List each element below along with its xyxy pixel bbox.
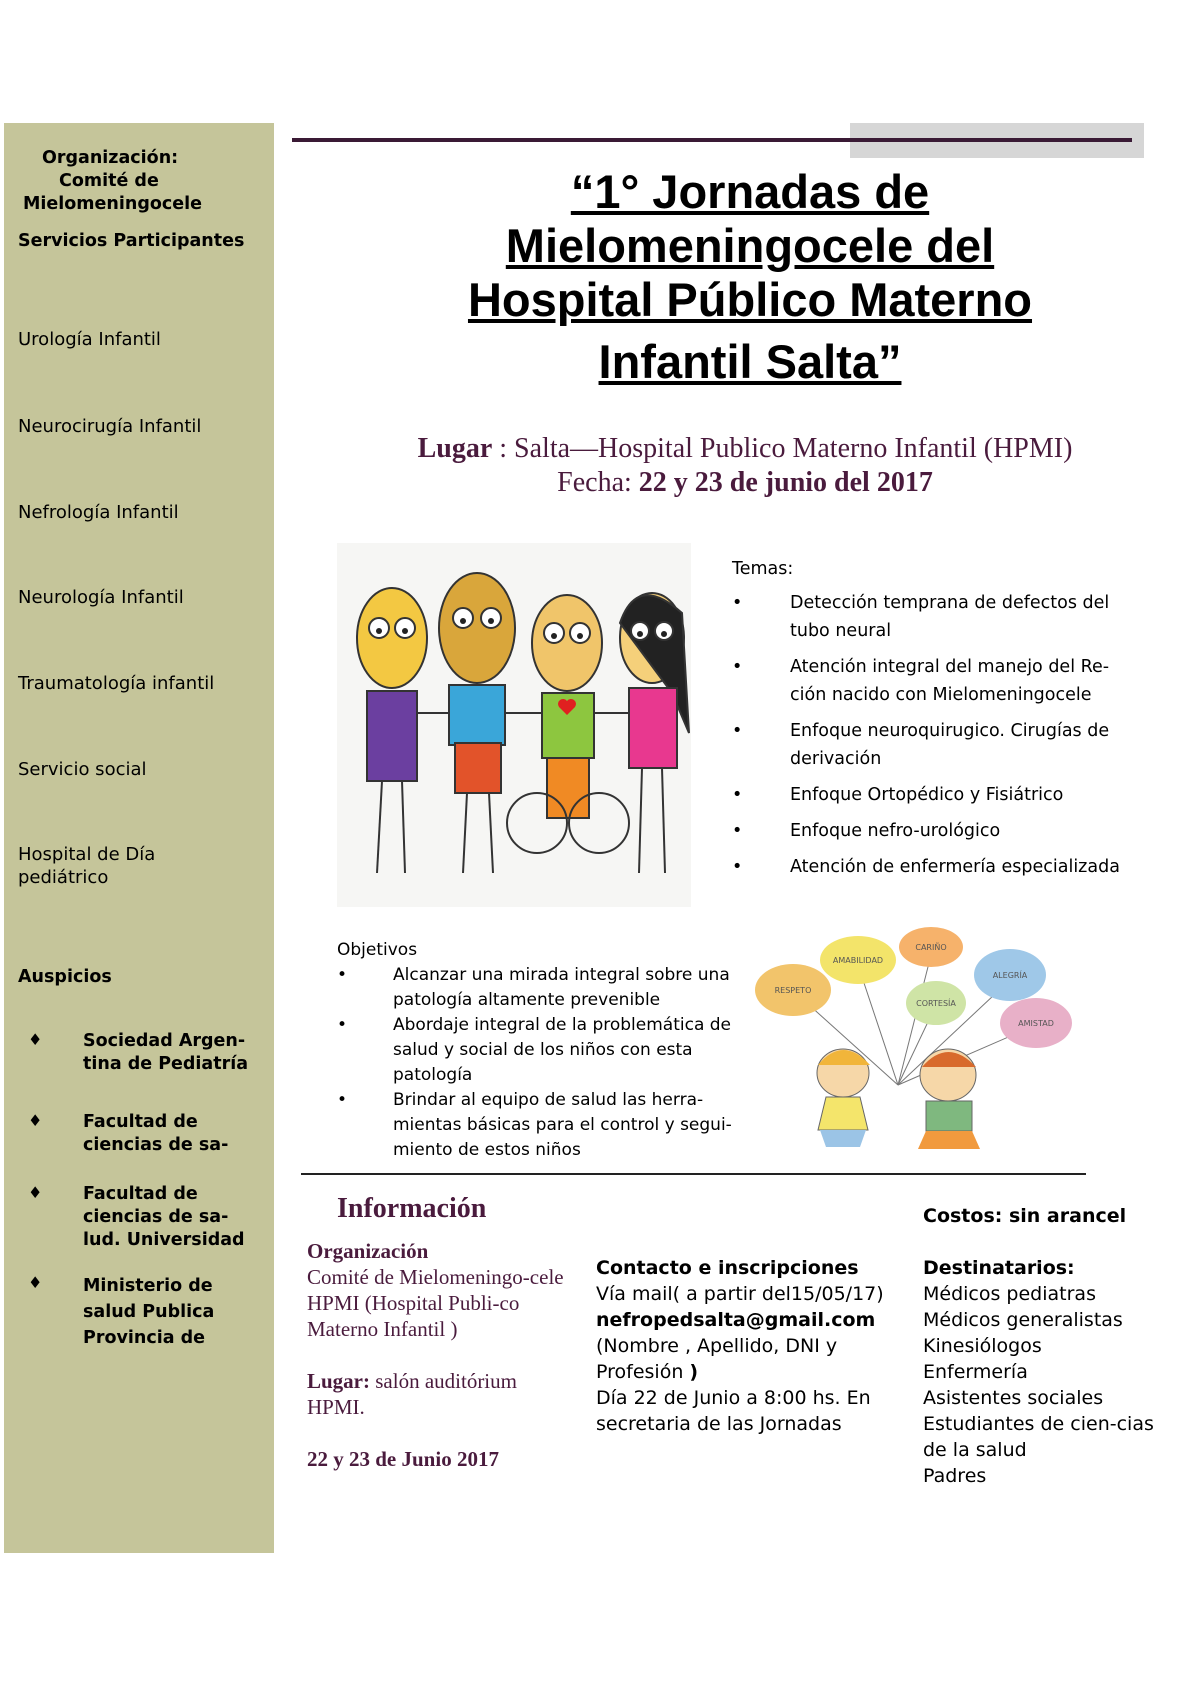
auspicios-heading: Auspicios bbox=[18, 967, 112, 987]
list-item bbox=[732, 781, 1132, 809]
service-item: Neurocirugía Infantil bbox=[18, 416, 202, 437]
org-name-line: Mielomeningocele bbox=[23, 194, 202, 214]
info-contact-column bbox=[596, 1255, 896, 1437]
audience-item: Médicos pediatras bbox=[923, 1283, 1096, 1305]
audience-heading: Destinatarios: bbox=[923, 1257, 1075, 1279]
objetivo-text: Alcanzar una mirada integral sobre una patología altamente prevenible bbox=[393, 965, 730, 1010]
bullet-icon: • bbox=[337, 965, 348, 985]
list-item bbox=[337, 963, 737, 1013]
list-item bbox=[732, 717, 1132, 773]
balloons-illustration bbox=[748, 925, 1078, 1151]
balloon-label: CARIÑO bbox=[915, 943, 947, 952]
service-item: Nefrología Infantil bbox=[18, 502, 179, 523]
header-rule bbox=[292, 138, 1132, 142]
tema-text: Enfoque nefro-urológico bbox=[790, 821, 1001, 841]
title-line: “1° Jornadas de bbox=[570, 165, 930, 218]
auspicio-line: lud. Universidad bbox=[83, 1230, 245, 1250]
services-heading: Servicios Participantes bbox=[18, 231, 245, 251]
balloon-label: AMISTAD bbox=[1018, 1019, 1054, 1028]
list-item bbox=[732, 589, 1132, 645]
list-item bbox=[732, 853, 1132, 881]
bullet-icon: • bbox=[732, 657, 743, 677]
service-item: Traumatología infantil bbox=[18, 673, 215, 694]
contact-text: Vía mail( a partir del15/05/17) bbox=[596, 1283, 884, 1305]
info-organization-column bbox=[307, 1238, 577, 1472]
service-item: Servicio social bbox=[18, 759, 147, 780]
bullet-icon: • bbox=[732, 821, 743, 841]
objetivos-heading: Objetivos bbox=[337, 940, 418, 960]
costs-label: Costos: sin arancel bbox=[923, 1205, 1127, 1227]
service-item: Urología Infantil bbox=[18, 329, 161, 350]
auspicio-line: Facultad de bbox=[83, 1112, 198, 1132]
temas-list bbox=[732, 555, 1132, 889]
bullet-icon: • bbox=[337, 1015, 348, 1035]
service-item: pediátrico bbox=[18, 867, 109, 888]
bullet-icon: • bbox=[337, 1090, 348, 1110]
list-item bbox=[732, 653, 1132, 709]
sidebar bbox=[4, 123, 274, 1553]
list-item bbox=[337, 1088, 737, 1163]
auspicio-line: salud Publica bbox=[83, 1302, 215, 1322]
org-name-line: Comité de bbox=[59, 171, 159, 191]
tema-text: Enfoque neuroquirugico. Cirugías de derivación bbox=[790, 721, 1110, 769]
tema-text: Detección temprana de defectos del tubo neural bbox=[790, 593, 1110, 641]
audience-item: Padres bbox=[923, 1465, 987, 1487]
tema-text: Enfoque Ortopédico y Fisiátrico bbox=[790, 785, 1064, 805]
auspicio-line: tina de Pediatría bbox=[83, 1054, 249, 1074]
contact-heading: Contacto e inscripciones bbox=[596, 1257, 859, 1279]
objetivos-list bbox=[337, 938, 737, 1163]
title-line: Hospital Público Materno bbox=[467, 273, 1033, 326]
diamond-bullet-icon: ♦ bbox=[28, 1183, 43, 1202]
fecha-value: 22 y 23 de junio del 2017 bbox=[638, 467, 933, 498]
org-label: Organización bbox=[307, 1239, 429, 1263]
fecha-label: Fecha: bbox=[557, 467, 639, 498]
auspicio-line: ciencias de sa- bbox=[83, 1207, 229, 1227]
title-line: Infantil Salta” bbox=[598, 335, 902, 388]
lugar-label: Lugar: bbox=[307, 1369, 370, 1393]
bullet-icon: • bbox=[732, 721, 743, 741]
contact-email[interactable]: nefropedsalta@gmail.com bbox=[596, 1309, 876, 1331]
org-text: Comité de Mielomeningo-cele HPMI (Hospital Publi-co Materno Infantil ) bbox=[307, 1265, 564, 1341]
auspicio-line: Facultad de bbox=[83, 1184, 198, 1204]
service-item: Hospital de Día bbox=[18, 844, 156, 865]
tema-text: Atención integral del manejo del Re-ción nacido con Mielomeningocele bbox=[790, 657, 1110, 705]
list-item bbox=[337, 1013, 737, 1088]
diamond-bullet-icon: ♦ bbox=[28, 1273, 43, 1292]
audience-item: Enfermería bbox=[923, 1361, 1028, 1383]
diamond-bullet-icon: ♦ bbox=[28, 1030, 43, 1049]
audience-item: Estudiantes de cien-cias de la salud bbox=[923, 1413, 1154, 1461]
auspicio-line: ciencias de sa- bbox=[83, 1135, 229, 1155]
contact-text: (Nombre , Apellido, DNI y Profesión bbox=[596, 1335, 838, 1383]
audience-item: Kinesiólogos bbox=[923, 1335, 1042, 1357]
contact-paren: ) bbox=[689, 1361, 699, 1383]
page-title bbox=[400, 165, 1100, 389]
lugar-label: Lugar bbox=[417, 433, 493, 464]
balloon-label: AMABILIDAD bbox=[832, 956, 884, 965]
children-illustration bbox=[337, 543, 691, 907]
audience-item: Médicos generalistas bbox=[923, 1309, 1123, 1331]
temas-heading: Temas: bbox=[732, 559, 794, 579]
objetivo-text: Abordaje integral de la problemática de salud y social de los niños con esta patología bbox=[393, 1015, 732, 1085]
info-heading: Información bbox=[337, 1193, 487, 1224]
bullet-icon: • bbox=[732, 857, 743, 877]
list-item bbox=[732, 817, 1132, 845]
service-item: Neurología Infantil bbox=[18, 587, 184, 608]
lugar-text: salón auditórium HPMI. bbox=[307, 1369, 517, 1419]
org-label: Organización: bbox=[42, 148, 179, 168]
auspicio-line: Ministerio de bbox=[83, 1276, 213, 1296]
audience-item: Asistentes sociales bbox=[923, 1387, 1104, 1409]
auspicio-line: Provincia de bbox=[83, 1328, 206, 1348]
diamond-bullet-icon: ♦ bbox=[28, 1111, 43, 1130]
event-date: 22 y 23 de Junio 2017 bbox=[307, 1447, 499, 1471]
auspicio-line: Sociedad Argen- bbox=[83, 1031, 246, 1051]
balloon-label: ALEGRÍA bbox=[992, 971, 1028, 980]
bullet-icon: • bbox=[732, 785, 743, 805]
bullet-icon: • bbox=[732, 593, 743, 613]
section-divider bbox=[301, 1173, 1086, 1175]
lugar-value: : Salta—Hospital Publico Materno Infantil (HPMI) bbox=[492, 433, 1073, 464]
title-line: Mielomeningocele del bbox=[505, 219, 995, 272]
event-place-date bbox=[300, 432, 1190, 500]
info-audience-column bbox=[923, 1203, 1183, 1489]
balloon-label: CORTESÍA bbox=[916, 999, 956, 1008]
tema-text: Atención de enfermería especializada bbox=[790, 857, 1120, 877]
balloon-label: RESPETO bbox=[774, 986, 812, 995]
objetivo-text: Brindar al equipo de salud las herra-mientas básicas para el control y segui-miento de estos niños bbox=[393, 1090, 732, 1160]
contact-text: Día 22 de Junio a 8:00 hs. En secretaria de las Jornadas bbox=[596, 1387, 871, 1435]
